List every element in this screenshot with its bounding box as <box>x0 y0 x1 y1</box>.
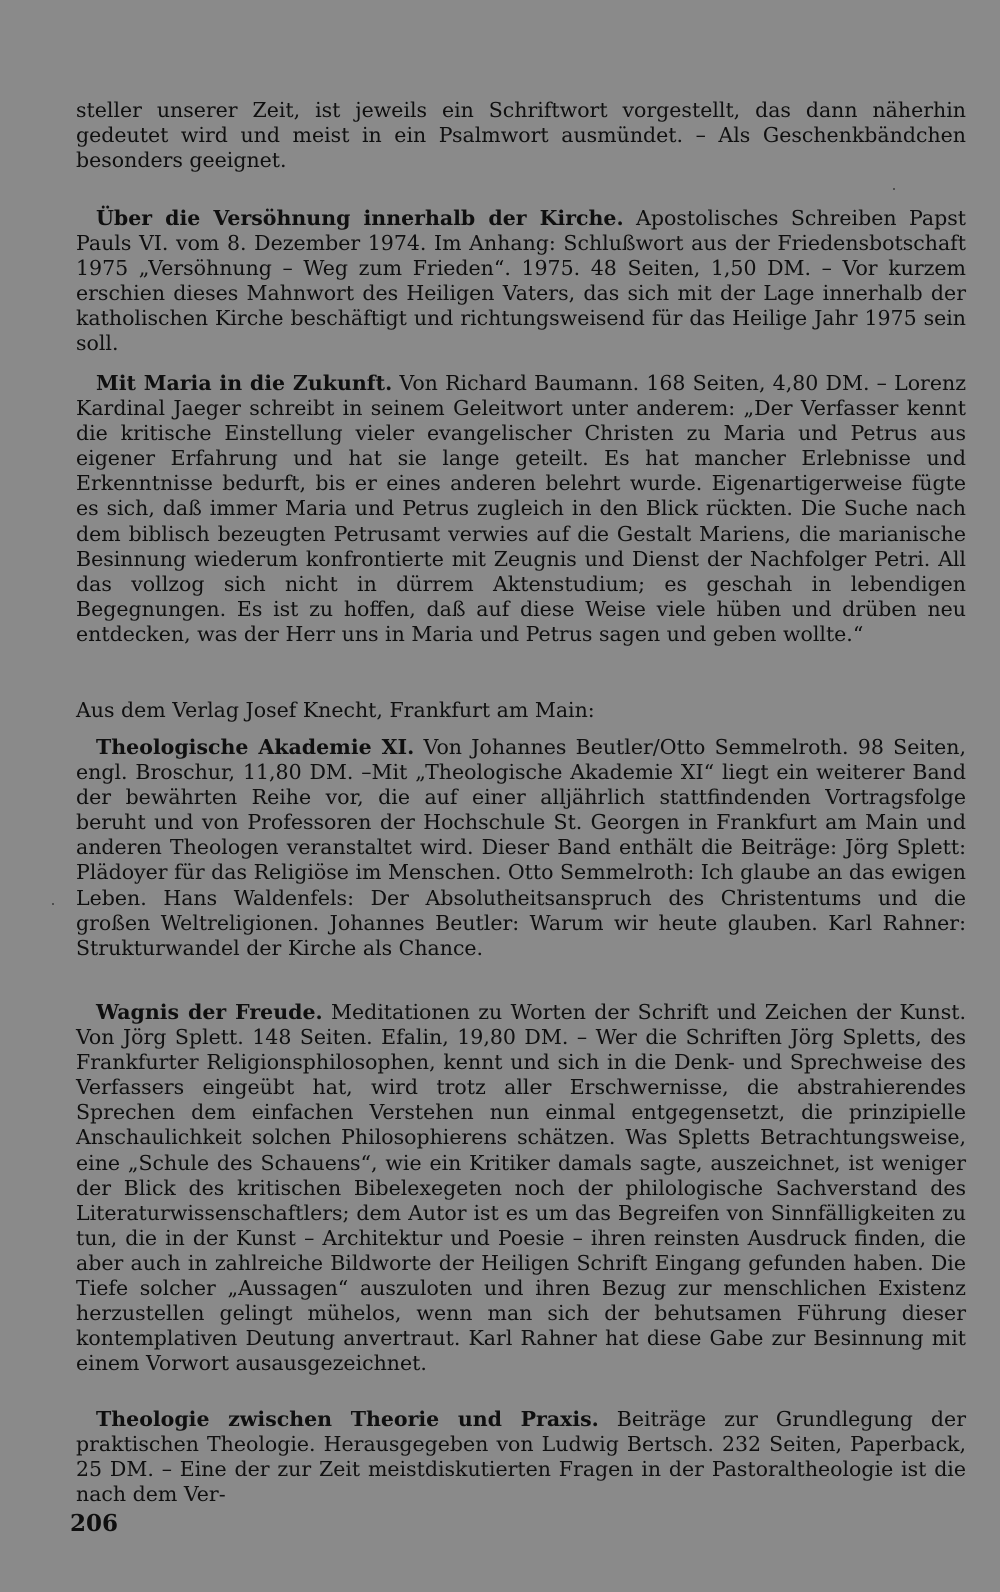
entry-title: Theologie zwischen Theorie und Praxis. <box>96 1407 599 1431</box>
scan-speck <box>52 903 54 905</box>
entry-title: Wagnis der Freude. <box>96 1000 323 1024</box>
page-number: 206 <box>70 1510 119 1537</box>
entry-body: Von Johannes Beutler/Otto Semmelroth. 98 Seiten, engl. Broschur, 11,80 DM. –Mit „Theologische Akademie XI“ liegt ein weiterer Band der bewährten Reihe vor, die auf einer alljährlich stattfindenden Vortragsfolge beruht und von Professoren der Hochschule St. Georgen in Frankfurt am Main und anderen Theologen veranstaltet wird. Dieser Band enthält die Beiträge: Jörg Splett: Plädoyer für das Religiöse im Menschen. Otto Semmelroth: Ich glaube an das ewigen Leben. Hans Waldenfels: Der Absolutheitsanspruch des Christentums und die großen Weltreligionen. Johannes Beutler: Warum wir heute glauben. Karl Rahner: Strukturwandel der Kirche als Chance. <box>76 735 967 960</box>
entry-title: Über die Versöhnung innerhalb der Kirche. <box>96 206 624 230</box>
entry-wagnis-der-freude <box>76 1000 966 1376</box>
entry-body: Apostolisches Schreiben Papst Pauls VI. vom 8. Dezember 1974. Im Anhang: Schlußwort aus der Friedensbotschaft 1975 „Versöhnung – Weg zum Frieden“. 1975. 48 Seiten, 1,50 DM. – Vor kurzem erschien dieses Mahnwort des Heiligen Vaters, das sich mit der Lage innerhalb der katholischen Kirche beschäftigt und richtungsweisend für das Heilige Jahr 1975 sein soll. <box>76 206 966 356</box>
entry-body: Von Richard Baumann. 168 Seiten, 4,80 DM. – Lorenz Kardinal Jaeger schreibt in seinem Geleitwort unter anderem: „Der Verfasser kennt die kritische Einstellung vieler evangelischer Christen zu Maria und Petrus aus eigener Erfahrung und hat sie lange geteilt. Es hat mancher Erlebnisse und Erkenntnisse bedurft, bis er eines anderen belehrt wurde. Eigenartigerweise fügte es sich, daß immer Maria und Petrus zugleich in den Blick rückten. Die Suche nach dem biblisch bezeugten Petrusamt verwies auf die Gestalt Mariens, die marianische Besinnung wiederum konfrontierte mit Zeugnis und Dienst der Nachfolger Petri. All das vollzog sich nicht in dürrem Aktenstudium; es geschah in lebendigen Begegnungen. Es ist zu hoffen, daß auf diese Weise viele hüben und drüben neu entdecken, was der Herr uns in Maria und Petrus sagen und geben wollte.“ <box>76 371 966 646</box>
publisher-heading-text: Aus dem Verlag Josef Knecht, Frankfurt am Main: <box>76 698 595 722</box>
intro-paragraph <box>76 98 966 173</box>
intro-text: steller unserer Zeit, ist jeweils ein Schriftwort vorgestellt, das dann näherhin gedeutet wird und meist in ein Psalmwort ausmündet. – Als Geschenkbändchen besonders geeignet. <box>76 98 966 173</box>
entry-versoehnung <box>76 206 966 357</box>
entry-title: Mit Maria in die Zukunft. <box>96 371 393 395</box>
entry-body: Beiträge zur Grundlegung der praktischen Theologie. Herausgegeben von Ludwig Bertsch. 232 Seiten, Paperback, 25 DM. – Eine der zur Zeit meistdiskutierten Fragen in der Pastoraltheologie ist die nach dem Ver- <box>76 1407 966 1507</box>
entry-body: Meditationen zu Worten der Schrift und Zeichen der Kunst. Von Jörg Splett. 148 Seiten. Efalin, 19,80 DM. – Wer die Schriften Jörg Spletts, des Frankfurter Religionsphilosophen, kennt und sich in die Denk- und Sprechweise des Verfassers eingeübt hat, wird trotz aller Erschwernisse, die abstrahierendes Sprechen dem einfachen Verstehen nun einmal entgegensetzt, die prinzipielle Anschaulichkeit solchen Philosophierens schätzen. Was Spletts Betrachtungsweise, eine „Schule des Schauens“, wie ein Kritiker damals sagte, auszeichnet, ist weniger der Blick des kritischen Bibelexegeten noch der philologische Sachverstand des Literaturwissenschaftlers; dem Autor ist es um das Begreifen von Sinnfälligkeiten zu tun, die in der Kunst – Architektur und Poesie – ihren reinsten Ausdruck finden, die aber auch in zahlreiche Bildworte der Heiligen Schrift Eingang gefunden haben. Die Tiefe solcher „Aussagen“ auszuloten und ihren Bezug zur menschlichen Existenz herzustellen gelingt mühelos, wenn man sich der behutsamen Führung dieser kontemplativen Deutung anvertraut. Karl Rahner hat diese Gabe zur Besinnung mit einem Vorwort ausausgezeichnet. <box>76 1000 967 1376</box>
entry-title: Theologische Akademie XI. <box>96 735 415 759</box>
entry-theologische-akademie <box>76 735 966 961</box>
scan-speck <box>893 188 895 190</box>
entry-theologie-theorie-praxis <box>76 1407 966 1507</box>
publisher-heading <box>76 698 966 723</box>
entry-mit-maria <box>76 371 966 647</box>
